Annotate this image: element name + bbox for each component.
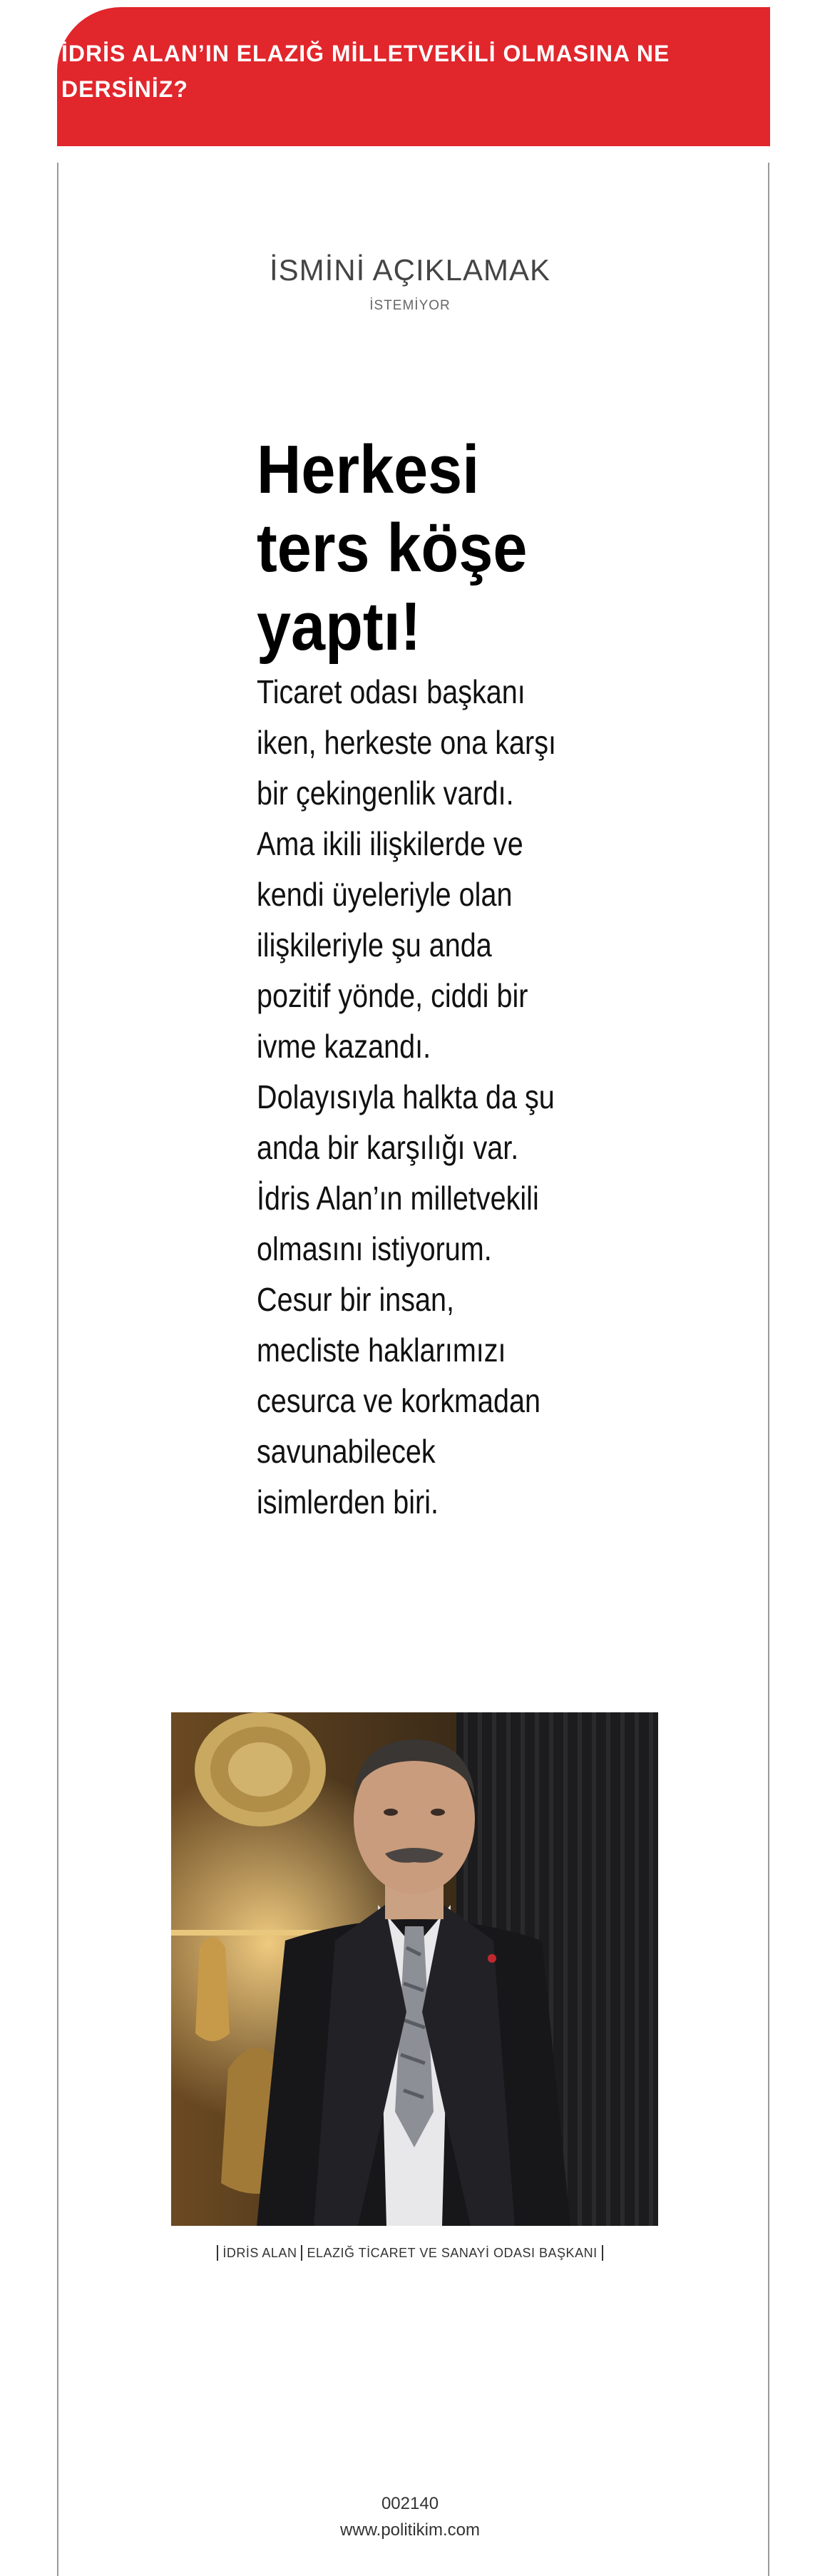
article-headline: Herkesi ters köşe yaptı! [257, 431, 528, 665]
caption-divider [602, 2245, 603, 2261]
banner-title: İDRİS ALAN’IN ELAZIĞ MİLLETVEKİLİ OLMASINA NE DERSİNİZ? [61, 41, 670, 102]
right-border-line [768, 163, 769, 2576]
caption-person-title: ELAZIĞ TİCARET VE SANAYİ ODASI BAŞKANI [307, 2245, 598, 2260]
caption-person-name: İDRİS ALAN [222, 2245, 297, 2260]
source-subtitle: İSTEMİYOR [369, 298, 451, 313]
page-code: 002140 [381, 2494, 439, 2513]
left-border-line [57, 163, 58, 2576]
photo-caption [0, 2245, 820, 2261]
caption-divider [217, 2245, 218, 2261]
caption-divider [301, 2245, 302, 2261]
source-name: İSMİNİ AÇIKLAMAK [269, 253, 551, 287]
website-link[interactable]: www.politikim.com [339, 2520, 481, 2540]
portrait-photo [171, 1712, 658, 2226]
article-body: Ticaret odası başkanı iken, herkeste ona karşı bir çekingenlik vardı. Ama ikili ilişkilerde ve kendi üyeleriyle olan ilişkileriyle şu anda pozitif yönde, ciddi bir ivme kazandı. Dolayısıyla halkta da şu anda bir karşılığı var. İdris Alan’ın milletvekili olmasını istiyorum. Cesur bir insan, mecliste haklarımızı cesurca ve korkmadan savunabilecek isimlerden biri. [257, 673, 557, 1520]
